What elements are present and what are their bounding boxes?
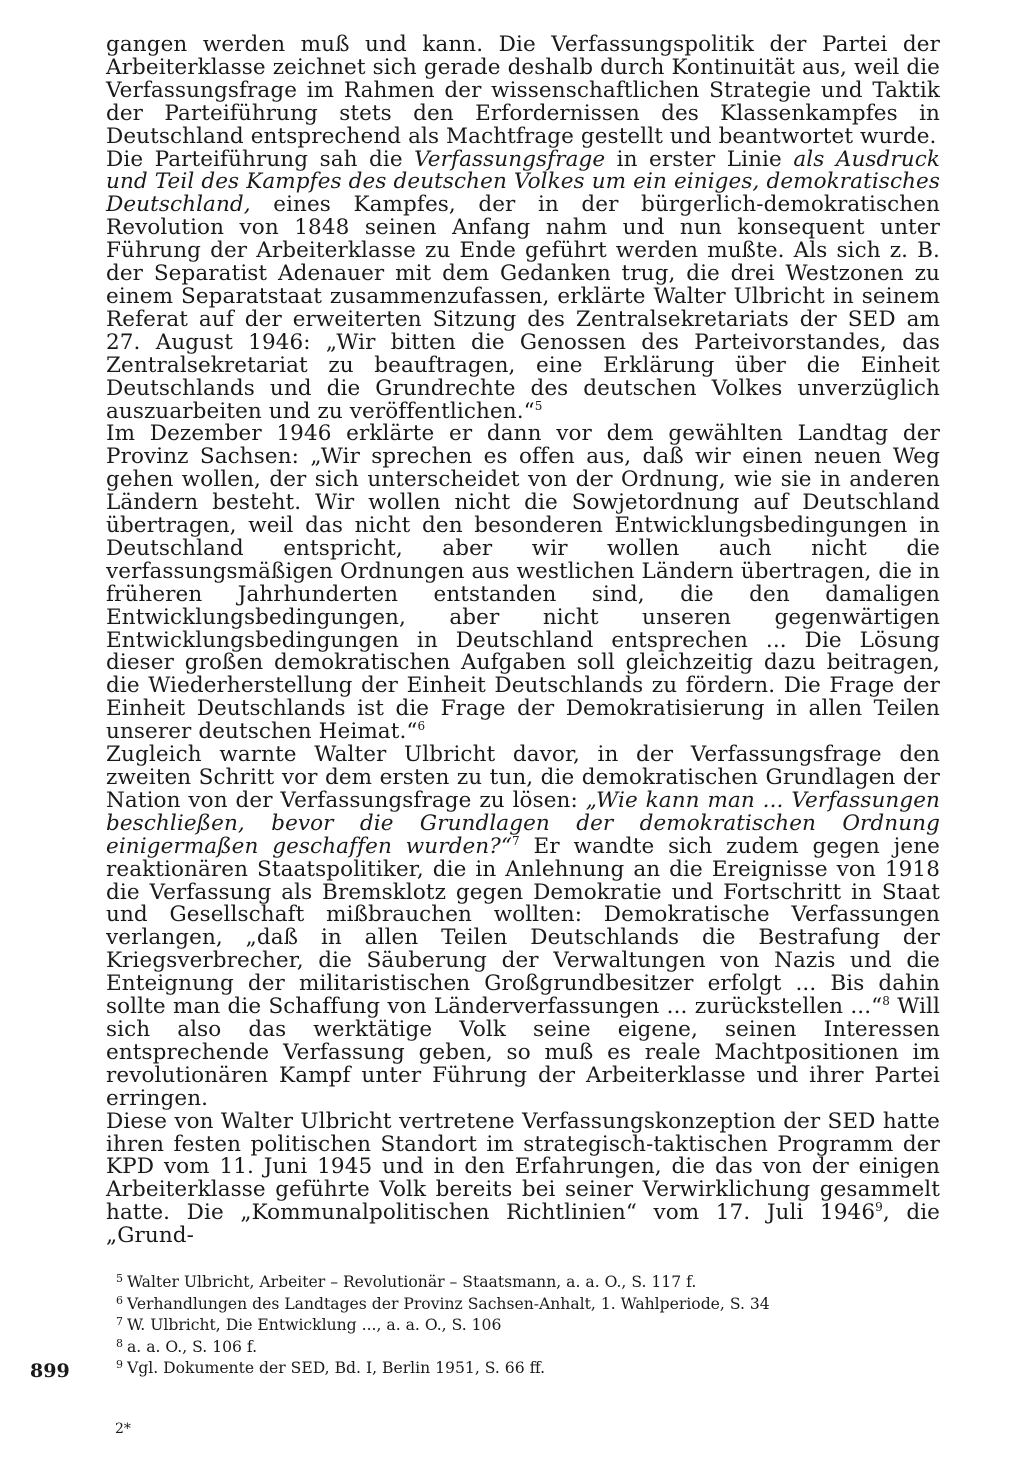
italic-text: „Wie kann man ... Verfassungen beschließen, bevor die Grundlagen der demokratischen Ordnung einigermaßen geschaffen wurden?“ — [106, 787, 940, 859]
footnote-ref: 5 — [534, 398, 543, 413]
footnote-text: Walter Ulbricht, Arbeiter – Revolutionär – Staatsmann, a. a. O., S. 117 f. — [127, 1273, 697, 1291]
footnote-text: Vgl. Dokumente der SED, Bd. I, Berlin 1951, S. 66 ff. — [127, 1359, 546, 1378]
footnote-number: 7 — [116, 1315, 123, 1329]
signature-mark: 2* — [115, 1421, 131, 1437]
body-text — [106, 34, 940, 1248]
paragraph — [106, 146, 940, 424]
page-number: 899 — [30, 1360, 70, 1382]
footnote-number: 6 — [116, 1293, 123, 1307]
footnote — [106, 1337, 940, 1359]
footnote-text: W. Ulbricht, Die Entwicklung ..., a. a. O., S. 106 — [127, 1316, 502, 1335]
italic-text: als Ausdruck und Teil des Kampfes des deutschen Volkes um ein einiges, demokratisches Deutschland, — [106, 146, 940, 218]
footnote — [106, 1315, 940, 1337]
paragraph — [106, 744, 940, 1111]
text-run: Zugleich warnte Walter Ulbricht davor, in der Verfassungsfrage den zweiten Schritt vor dem ersten zu tun, die demokratischen Grundlagen der Nation von der Verfassungsfrage zu lösen: — [106, 742, 940, 813]
paragraph — [106, 423, 940, 744]
footnote — [106, 1294, 940, 1316]
paragraph — [106, 34, 940, 149]
footnote-text: a. a. O., S. 106 f. — [127, 1337, 258, 1356]
italic-text: Verfassungsfrage — [414, 146, 606, 172]
text-run: Die Parteiführung sah die — [106, 146, 415, 172]
footnote-text: Verhandlungen des Landtages der Provinz Sachsen-Anhalt, 1. Wahlperiode, S. 34 — [127, 1294, 770, 1313]
text-run: Will sich also das werktätige Volk seine eigene, seinen Interessen entsprechende Verfassung geben, so muß es reale Machtpositionen im revolutionären Kampf unter Führung der Arbeiterklasse und ihrer Partei erringen. — [106, 994, 940, 1111]
text-run: in erster Linie — [605, 146, 794, 172]
text-run: Diese von Walter Ulbricht vertretene Verfassungskonzeption der SED hatte ihren festen politischen Standort im strategisch-taktischen Programm der KPD vom 11. Juni 1945 und in den Erfahrungen, die das von der einigen Arbeiterklasse geführte Volk bereits bei seiner Verwirklichung gesammelt hatte. Die „Kommunalpolitischen Richtlinien“ vom 17. Juli 1946 — [106, 1108, 940, 1226]
footnote — [106, 1272, 940, 1294]
footnote — [106, 1358, 940, 1380]
text-run: eines Kampfes, der in der bürgerlich-demokratischen Revolution von 1848 seinen Anfang nahm und nun konsequent unter Führung der Arbeiterklasse zu Ende geführt werden mußte. Als sich z. B. der Separatist Adenauer mit dem Gedanken trug, die drei Westzonen zu einem Separatstaat zusammenzufassen, erklärte Walter Ulbricht in seinem Referat auf der erweiterten Sitzung des Zentralsekretariats der SED am 27. August 1946: „Wir bitten die Genossen des Parteivorstandes, das Zentralsekretariat zu beauftragen, eine Erklärung über die Einheit Deutschlands und die Grundrechte des deutschen Volkes unverzüglich auszuarbeiten und zu veröffentlichen.“ — [106, 192, 940, 424]
footnote-ref: 6 — [417, 719, 426, 734]
footnote-number: 9 — [116, 1358, 123, 1372]
footnote-ref: 9 — [875, 1200, 883, 1215]
text-run: , die „Grund- — [106, 1200, 941, 1249]
text-run: Im Dezember 1946 erklärte er dann vor dem gewählten Landtag der Provinz Sachsen: „Wir sprechen es offen aus, daß wir einen neuen Weg gehen wollen, der sich unterscheidet von der Ordnung, wie sie in anderen Ländern besteht. Wir wollen nicht die Sowjetordnung auf Deutschland übertragen, weil das nicht den besonderen Entwicklungsbedingungen in Deutschland entspricht, aber wir wollen auch nicht die verfassungsmäßigen Ordnungen aus westlichen Ländern übertragen, die in früheren Jahrhunderten entstanden sind, die den damaligen Entwicklungsbedingungen, aber nicht unseren gegenwärtigen Entwicklungsbedingungen in Deutschland entsprechen ... Die Lösung dieser großen demokratischen Aufgaben soll gleichzeitig dazu beitragen, die Wiederherstellung der Einheit Deutschlands zu fördern. Die Frage der Einheit Deutschlands ist die Frage der Demokratisierung in allen Teilen unserer deutschen Heimat.“ — [106, 421, 940, 745]
footnote-number: 8 — [116, 1336, 123, 1350]
footnotes — [106, 1272, 940, 1380]
footnote-ref: 7 — [511, 833, 520, 848]
text-run: Er wandte sich zudem gegen jene reaktionären Staatspolitiker, die in Anlehnung an die Ereignisse von 1918 die Verfassung als Bremsklotz gegen Demokratie und Fortschritt in Staat und Gesellschaft mißbrauchen wollten: Demokratische Verfassungen verlangen, „daß in allen Teilen Deutschlands die Bestrafung der Kriegsverbrecher, die Säuberung der Verwaltungen von Nazis und die Enteignung der militaristischen Großgrundbesitzer erfolgt ... Bis dahin sollte man die Schaffung von Länderverfassungen ... zurückstellen ...“ — [106, 833, 940, 1020]
text-run: gangen werden muß und kann. Die Verfassungspolitik der Partei der Arbeiterklasse zeichnet sich gerade deshalb durch Kontinuität aus, weil die Verfassungsfrage im Rahmen der wissenschaftlichen Strategie und Taktik der Parteiführung stets den Erfordernissen des Klassenkampfes in Deutschland entsprechend als Machtfrage gestellt und beantwortet wurde. — [106, 32, 940, 149]
footnote-number: 5 — [116, 1272, 123, 1285]
paragraph — [106, 1108, 941, 1249]
footnote-ref: 8 — [882, 994, 890, 1009]
